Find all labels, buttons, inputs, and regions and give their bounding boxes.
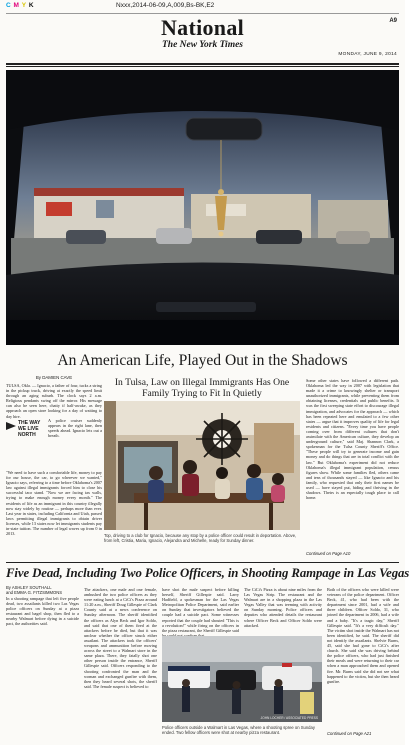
story1-continued-link[interactable]: Continued on Page A10: [306, 551, 351, 556]
story2-byline-line1: By ASHLEY SOUTHALL: [6, 585, 52, 590]
plate-code: Nxxx,2014-06-09,A,009,Bs-BK,E2: [116, 2, 215, 9]
story2-byline-line2: and EMMA G. FITZSIMMONS: [6, 590, 63, 595]
section-divider: [6, 562, 399, 563]
section-title: National: [160, 15, 245, 40]
family-photo: [104, 401, 300, 530]
main-photo: [6, 70, 399, 345]
story2-column-d: [244, 587, 322, 633]
story1-column1-continued: [6, 470, 102, 562]
issue-date: MONDAY, JUNE 9, 2014: [338, 52, 397, 57]
masthead: [6, 15, 399, 63]
story2-column-b: [84, 587, 157, 738]
family-dinner-graphic: [104, 401, 300, 530]
yellow-mark: Y: [21, 2, 27, 9]
story2-column-a-text: In a shooting rampage that left five people dead, two assailants killed two Las Vegas police officers on Sunday at a pizza restaurant and bagel shop, then fled to a nearby Walmart before dying in a suicide pact, the authorities said.: [6, 596, 79, 627]
story1-deck: In Tulsa, Law on Illegal Immigrants Has One Family Trying to Fit In Quietly: [114, 377, 290, 399]
police-scene-photo: [162, 636, 322, 722]
story2-column-d-text: The CiCi's Pizza is about nine miles from the Las Vegas Strip. The restaurant and the Walmart are in a shopping plaza in the Las Vegas Valley that was teeming with activity on Sunday morning. Police officers and deputies who attended details the restaurant where Officer Beck and Officer Soldo were attacked.: [244, 587, 322, 628]
masthead-rule-thin: [6, 66, 399, 67]
police-photo-caption: Police officers outside a Walmart in Las Vegas, where a shooting spree on Sunday ended. Two fellow officers were shot at nearby pizza restaurant.: [162, 725, 315, 736]
cyan-mark: C: [6, 2, 12, 9]
page-number: A9: [389, 18, 397, 24]
story1-wrap-text-content: A police cruiser suddenly appears in the right lane, then speeds ahead. Ignacio lets out a breath.: [48, 418, 102, 439]
family-photo-caption: Top, driving to a club for Ignacio, because any stop by a police officer could result in deportation. Above, from left, Cristia, Maria, Ignacio, Alejandra and Michelle, ready for Sunday dinner.: [104, 533, 297, 544]
story2-column-e: [327, 587, 399, 729]
masthead-rule-thick: [6, 63, 399, 65]
story1-headline[interactable]: An American Life, Played Out in the Shadows: [57, 352, 348, 369]
photo-credit: JOHN LOCHER / ASSOCIATED PRESS: [260, 716, 318, 720]
story2-column-b-text: The attackers, one male and one female, ambushed the two police officers as they were eating lunch at a CiCi's Pizza around 11:20 a.m., Sheriff Doug Gillespie of Clark County said at a news conference on Sunday afternoon. The sheriff identified the officers as Alyn Beck and Igor Soldo, and said that one of them fired at the attackers before he died, but that it was unclear whether the officer struck either assailant. The attackers took the officers' weapons and ammunition before moving across the street to a Walmart store in the same plaza. There, they fatally shot one other person inside the entrance, Sheriff Gillespie said. Officers responding to the shooting confronted the man and the woman and exchanged gunfire with them, then they heard several shots, the sheriff said. The female suspect is believed to: [84, 587, 157, 689]
police-scene-graphic: [162, 636, 322, 722]
story2-column-e-text: Both of the officers who were killed were veterans of the police department. Officer Beck, 41, who had been with the department since 2001, had a wife and three children. Officer Soldo, 31, who joined the department in 2006, had a wife and a baby. "It's a tragic day," Sheriff Gillespie said. "It's a very difficult day." The victim shot inside the Walmart has not been identified, he said. The sheriff did not identify the assailants. Shelvie Burns, 45, said she had gone to CiCi's after church. She said she was driving behind the police officers, who had just finished their meals and were returning to their car when a man approached them and opened fire. Mr. Burns said she did not see what happened to the victim, but she then heard gunfire.: [327, 587, 399, 684]
series-arrow-icon: [6, 422, 16, 430]
series-label: THE WAY WE LIVE NORTH: [18, 420, 41, 438]
story2-column-c: [162, 587, 239, 633]
black-mark: K: [28, 2, 35, 9]
story2-column-c-text: have shot the male suspect before killing herself, Sheriff Gillespie said. Larry Hadfield, a spokesman for the Las Vegas Metropolitan Police Department, said earlier on Sunday that investigators believed the couple had a suicide pact. Some witnesses reported that the couple had shouted "This is a revolution!" while firing on the officers in the pizza restaurant, the Sheriff Gillespie said: [162, 587, 239, 633]
story1-byline: By DAMIEN CAVE: [35, 375, 73, 380]
story2-continued-link[interactable]: Continued on Page A21: [327, 731, 372, 736]
story1-column1-text: TULSA, Okla. — Ignacio, a father of four, tucks a string in the pickup truck, driving at exactly the speed limit through an aging suburb. The clock says 2 a.m. Religious pendants swing off the mirror. His message can also be seen here, chatty if half-awake, as they approach an open store looking for a day of waiting to day hire.: [6, 383, 102, 419]
windshield-view-graphic: [6, 70, 399, 345]
story1-right-column: [306, 378, 399, 546]
story1-wrap-text: [48, 418, 102, 470]
story2-column-a: [6, 596, 79, 738]
magenta-mark: M: [13, 2, 20, 9]
print-slug: [6, 2, 399, 12]
slug-separator: [6, 13, 399, 14]
story2-headline[interactable]: Five Dead, Including Two Police Officers, in Shooting Rampage in Las Vegas: [6, 566, 409, 580]
story1-column1b-text: "We need to have such a comfortable life, money to pay for our house, the car, to go wherever we wanted," Ignacio says, referring to a time before Oklahoma's 2007 law against illegal immigrants forced him to close his successful taco stand. "Now we are facing tax walls, trying to make enough money every month." The residents of life as an immigrant in this country illegally now stay widely by routine — perhaps more than ever. Last year in states, including California and Utah, passed laws permitting illegal immigrants to obtain driver licenses, while 13 states now let immigrants students pay in-state tuition. The number of legal waves up from 0 in 2013.: [6, 470, 102, 537]
story1-right-text: Some other states have followed a different path. Oklahoma led the way in 2007 with legislation that made it a crime to knowingly shelter or transport unauthorized immigrants, while preventing them from obtaining licenses, credentials and public benefits. It was the first sweeping state effort to discourage illegal immigration, and advocates for the approach — which has been repeated here and emulated to a few other states — argue that it improves quality of life for legal residents and citizens. "Every time you have people coming over from different cultures that don't assimilate with the American culture, they develop an underground culture," said Maj. Shannon Clark, a spokesman for the Tulsa County Sheriff's Office. "These people will try to generate income and gain money and do things that are in total conflict with the law." But Oklahoma's experiment did not reduce Oklahoma's illegal immigrant population, census figures show. While some families fled, others came and tens of thousands stayed — like Ignacio and his family, who requested that only their first names be used — have stayed put, hiding and thriving in the shadows. Theirs is an especially tough place to call home.: [306, 378, 399, 501]
cmyk-marks: [6, 2, 34, 9]
series-logo: [6, 420, 46, 468]
newspaper-brand: The New York Times: [161, 40, 243, 50]
